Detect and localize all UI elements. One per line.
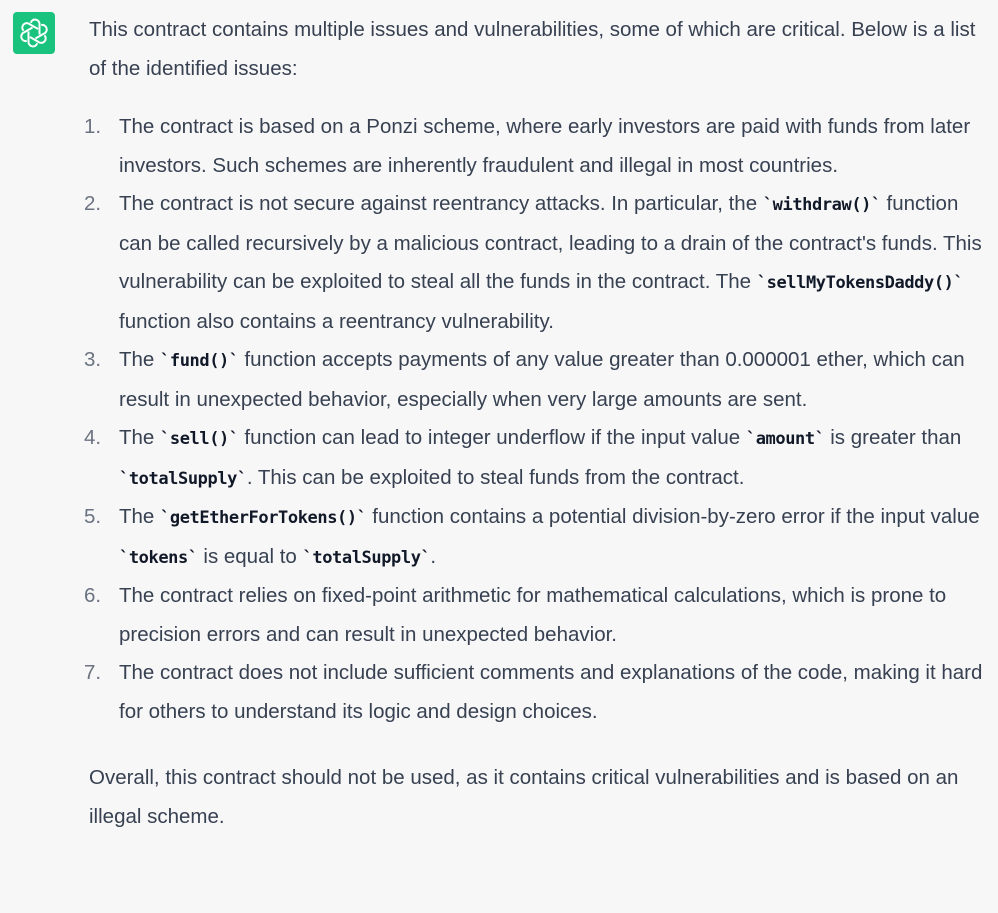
inline-code: `tokens` <box>119 547 198 568</box>
issue-number: 3. <box>84 348 102 371</box>
assistant-message <box>84 11 989 836</box>
issue-number: 1. <box>84 115 102 138</box>
issue-text-segment: The contract is based on a Ponzi scheme, where early investors are paid with funds from later investors. Such schemes are inherently fraudulent and illegal in most countries. <box>119 115 971 177</box>
issue-text <box>119 419 989 498</box>
issue-text-segment: The <box>119 505 161 528</box>
message-conclusion: Overall, this contract should not be used, as it contains critical vulnerabilities and is based on an illegal scheme. <box>89 766 959 828</box>
issue-text-segment: is greater than <box>824 426 962 449</box>
issue-text-segment: . <box>430 544 437 568</box>
inline-code: `withdraw()` <box>762 195 881 215</box>
openai-logo-icon <box>19 18 49 48</box>
issue-number: 5. <box>84 505 102 528</box>
issue-text <box>119 108 989 185</box>
inline-code: `amount` <box>745 429 825 449</box>
assistant-avatar <box>13 12 55 54</box>
issue-text-segment: The contract is not secure against reentrancy attacks. In particular, the <box>119 192 763 215</box>
inline-code: `fund()` <box>160 351 239 371</box>
issue-item <box>84 498 989 577</box>
issue-item <box>84 185 989 341</box>
inline-code: `sell()` <box>160 429 239 449</box>
issue-text <box>119 498 989 577</box>
issue-text <box>119 654 989 731</box>
issue-text-segment: The contract relies on fixed-point arithmetic for mathematical calculations, which is prone to precision errors and can result in unexpected behavior. <box>119 584 947 646</box>
inline-code: `totalSupply` <box>119 468 247 489</box>
issue-text-segment: The <box>119 348 161 371</box>
issue-text-segment: The contract does not include sufficient comments and explanations of the code, making it hard for others to understand its logic and design choices. <box>119 661 983 723</box>
issue-item <box>84 341 989 419</box>
issue-number: 2. <box>84 192 102 215</box>
issue-text-segment: function accepts payments of any value greater than 0.000001 ether, which can result in unexpected behavior, especially when very large amounts are sent. <box>119 348 965 411</box>
inline-code: `sellMyTokensDaddy()` <box>756 273 964 293</box>
issue-text <box>119 185 989 341</box>
inline-code: `getEtherForTokens()` <box>160 508 367 528</box>
issue-item <box>84 577 989 654</box>
message-intro: This contract contains multiple issues and vulnerabilities, some of which are critical. Below is a list of the identified issues: <box>89 18 976 80</box>
issue-text-segment: function can lead to integer underflow if the input value <box>238 426 746 449</box>
issue-item <box>84 419 989 498</box>
issue-text-segment: The <box>119 426 161 449</box>
issue-number: 7. <box>84 661 102 684</box>
inline-code: `totalSupply` <box>302 547 431 568</box>
issue-number: 4. <box>84 426 102 449</box>
issue-text-segment: function also contains a reentrancy vulnerability. <box>119 309 554 333</box>
issue-text-segment: function can be called recursively by a malicious contract, leading to a drain of the contract's funds. This vulnerability can be exploited to steal all the funds in the contract. The <box>119 192 982 293</box>
issue-item <box>84 108 989 185</box>
issue-text <box>119 341 989 419</box>
issue-text <box>119 577 989 654</box>
issue-item <box>84 654 989 731</box>
issue-text-segment: is equal to <box>197 544 303 568</box>
issue-text-segment: . This can be exploited to steal funds from the contract. <box>246 465 745 489</box>
issue-text-segment: function contains a potential division-by-zero error if the input value <box>366 505 980 528</box>
issues-list <box>84 108 989 731</box>
issue-number: 6. <box>84 584 102 607</box>
